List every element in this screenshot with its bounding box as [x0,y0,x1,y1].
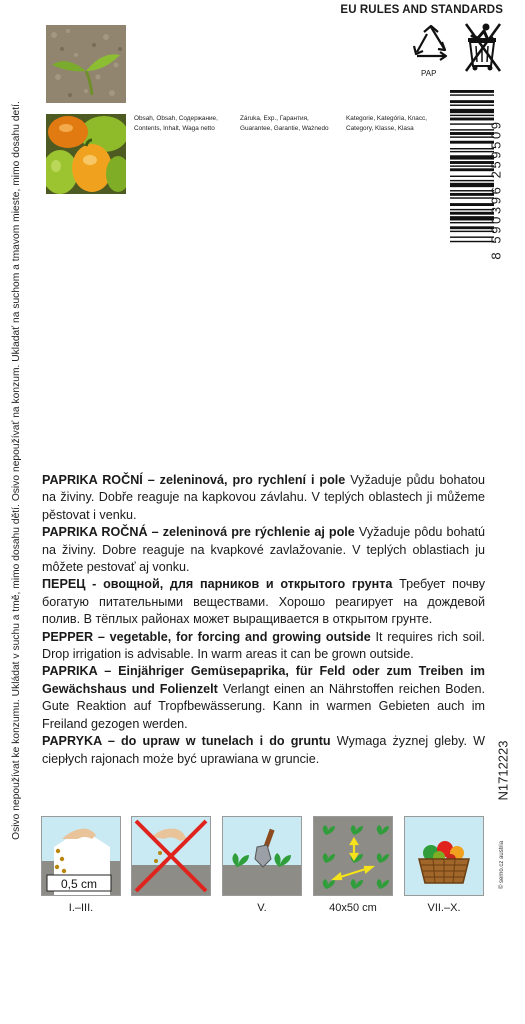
description-cs [42,472,485,524]
recycle-icon [410,24,452,70]
storage-warning-text: Osivo nepoužívat ke konzumu. Ukládat v suchu a tmě, mimo dosahu dětí. Osivo nepoužívať na konzum. Ukladať na suchom a tmavom mieste, mimo dosahu detí. [10,100,22,840]
transplant-period-label: V. [257,902,267,914]
description-body: Требует почву богатую питательными веществами. Хорошо реагирует на дождевой полив. В тёплых районах может выращивается в открытом грунте. [42,577,485,627]
barcode-number: 8 590396 259509 [488,118,504,260]
product-descriptions [42,472,485,768]
description-title: PEPPER – vegetable, for forcing and growing outside [42,629,371,644]
product-code: N1712223 [495,740,511,800]
product-code-vertical [492,730,514,810]
description-title: PAPRIKA – Einjähriger Gemüsepaprika, für Feld oder zum Treiben im Gewächshaus und Folienzelt [42,664,485,696]
harvest-period-label: VII.–X. [427,902,461,914]
description-en [42,629,485,664]
guarantee-label-line: Guarantee, Garantie, Ważnedo [240,125,329,132]
description-title: ПЕРЕЦ - овощной, для парников и открытого грунта [42,577,393,592]
barcode-number-vertical [485,90,507,288]
copyright-vertical [494,815,510,915]
pepper-photo [46,114,126,194]
category-label-block [346,114,427,134]
description-body: Wymaga żyznej gleby. W ciepłych rajonach może być uprawiana w gruncie. [42,734,486,766]
description-title: PAPRIKA ROČNÁ – zeleninová pre rýchlenie aj pole [42,525,355,540]
description-body: It requires rich soil. Drop irrigation is advisable. In warm areas it can be grown outside. [42,629,485,662]
eu-rules-heading: EU RULES AND STANDARDS [340,4,503,16]
category-label-line: Category, Klasse, Klasa [346,125,414,132]
copyright-text: © semo.cz austria [499,840,506,890]
description-de [42,663,485,733]
description-pl [42,733,485,768]
description-ru [42,576,485,628]
guarantee-label-line: Záruka, Exp., Гарантия, [240,115,309,122]
spacing-icon [313,816,393,896]
contents-label-line: Obsah, Obsah, Содержание, [134,115,218,122]
guarantee-label-block [240,114,329,134]
category-label-line: Kategorie, Kategória, Класс, [346,115,427,122]
sowing-depth-label: 0,5 cm [60,877,98,891]
transplant-icon [222,816,302,896]
seedling-photo [46,25,126,103]
contents-label-line: Contents, Inhalt, Waga netto [134,125,215,132]
description-body: Vyžaduje půdu bohatou na živiny. Dobře reaguje na kapkovou závlahu. V teplých oblastech ji můžeme pěstovat i venku. [42,473,485,522]
no-direct-sowing-icon [131,816,211,896]
pap-label: PAP [421,69,437,78]
contents-label-block [134,114,218,134]
sowing-indoor-icon [41,816,121,896]
storage-warning-vertical [6,0,26,940]
waste-bin-icon [462,22,502,72]
harvest-basket-icon [404,816,484,896]
spacing-label: 40x50 cm [329,902,377,914]
description-title: PAPRIKA ROČNÍ – zeleninová, pro rychlení i pole [42,473,346,487]
description-body: Verlangt einen an Nährstoffen reichen Boden. Gute Reaktion auf Tropfbewässerung. Kann in warmen Gebieten auch im Freiland gezogen werden. [42,681,485,731]
sowing-period-label: I.–III. [68,902,94,914]
description-title: PAPRYKA – do upraw w tunelach i do gruntu [42,734,331,749]
description-body: Vyžaduje pôdu bohatú na živiny. Dobre reaguje na kvapkové zavlažovanie. V teplých oblastiach ju môžete pestovať aj vonku. [42,525,485,575]
description-sk [42,524,485,576]
